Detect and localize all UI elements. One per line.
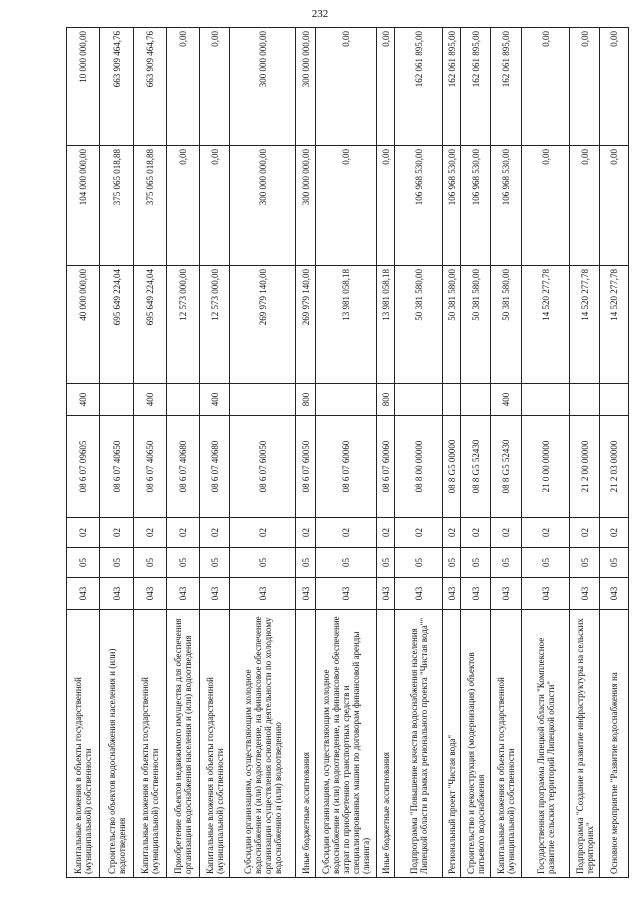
cell-c4: 08 6 07 40680 xyxy=(200,416,230,518)
cell-v3: 162 061 895,00 xyxy=(395,28,443,146)
cell-c3: 02 xyxy=(395,518,443,548)
cell-v2: 104 000 000,00 xyxy=(67,146,100,266)
cell-v1: 13 981 058,18 xyxy=(377,266,395,384)
cell-name: Региональный проект "Чистая вода" xyxy=(443,610,461,878)
cell-v1: 12 573 000,00 xyxy=(167,266,200,384)
cell-c1: 043 xyxy=(316,578,377,610)
cell-c1: 043 xyxy=(522,578,570,610)
cell-v2: 375 065 018,88 xyxy=(134,146,167,266)
cell-v3: 663 909 464,76 xyxy=(100,28,134,146)
cell-c2: 05 xyxy=(443,548,461,578)
cell-v2: 375 065 018,88 xyxy=(100,146,134,266)
cell-c5: 400 xyxy=(491,384,522,416)
cell-v2: 106 968 530,00 xyxy=(395,146,443,266)
cell-c5 xyxy=(100,384,134,416)
cell-v3: 300 000 000,00 xyxy=(296,28,316,146)
cell-c2: 05 xyxy=(100,548,134,578)
cell-v1: 50 381 580,00 xyxy=(461,266,491,384)
cell-c5 xyxy=(570,384,600,416)
cell-v2: 0,00 xyxy=(570,146,600,266)
cell-c1: 043 xyxy=(570,578,600,610)
table-row xyxy=(461,28,491,878)
cell-c4: 08 6 07 09605 xyxy=(67,416,100,518)
cell-name: Капитальные вложения в объекты государственной (муниципальной) собственности xyxy=(200,610,230,878)
table-row xyxy=(443,28,461,878)
cell-v2: 106 968 530,00 xyxy=(461,146,491,266)
rotated-page-area xyxy=(66,28,619,878)
cell-v2: 300 000 000,00 xyxy=(296,146,316,266)
cell-c4: 08 6 07 40680 xyxy=(167,416,200,518)
cell-v2: 0,00 xyxy=(522,146,570,266)
cell-name: Капитальные вложения в объекты государственной (муниципальной) собственности xyxy=(134,610,167,878)
cell-v3: 300 000 000,00 xyxy=(230,28,296,146)
cell-name: Подпрограмма "Создание и развитие инфраструктуры на сельских территориях" xyxy=(570,610,600,878)
cell-c5 xyxy=(461,384,491,416)
cell-c4: 08 6 07 60050 xyxy=(230,416,296,518)
cell-c2: 05 xyxy=(395,548,443,578)
cell-c5 xyxy=(230,384,296,416)
cell-c3: 02 xyxy=(67,518,100,548)
cell-c2: 05 xyxy=(600,548,629,578)
cell-c2: 05 xyxy=(316,548,377,578)
cell-v2: 0,00 xyxy=(600,146,629,266)
table-row xyxy=(600,28,629,878)
cell-v3: 162 061 895,00 xyxy=(443,28,461,146)
cell-c5: 400 xyxy=(200,384,230,416)
cell-c1: 043 xyxy=(296,578,316,610)
rotated-table-container xyxy=(66,28,619,878)
cell-c3: 02 xyxy=(100,518,134,548)
cell-v1: 14 520 277,78 xyxy=(522,266,570,384)
cell-c5 xyxy=(443,384,461,416)
cell-v3: 0,00 xyxy=(316,28,377,146)
table-row xyxy=(100,28,134,878)
cell-c1: 043 xyxy=(230,578,296,610)
cell-c1: 043 xyxy=(461,578,491,610)
cell-name: Строительство и реконструкция (модернизация) объектов питьевого водоснабжения xyxy=(461,610,491,878)
cell-c1: 043 xyxy=(67,578,100,610)
page-number: 232 xyxy=(311,8,329,20)
cell-v1: 269 979 140,00 xyxy=(230,266,296,384)
cell-c4: 21 2 00 00000 xyxy=(570,416,600,518)
cell-c4: 21 0 00 00000 xyxy=(522,416,570,518)
budget-table xyxy=(66,27,629,878)
cell-name: Государственная программа Липецкой области "Комплексное развитие сельских территорий Липецкой области" xyxy=(522,610,570,878)
cell-v2: 0,00 xyxy=(316,146,377,266)
cell-c4: 08 8 G5 00000 xyxy=(443,416,461,518)
cell-c5 xyxy=(316,384,377,416)
cell-c4: 08 8 G5 52430 xyxy=(461,416,491,518)
cell-name: Субсидии организациям, осуществляющим холодное водоснабжение и (или) водоотведение, на финансовое обеспечение организации осуществления основной деятельности по холодному водоснабжению и (или) водоотведению xyxy=(230,610,296,878)
cell-c2: 05 xyxy=(134,548,167,578)
cell-c4: 08 8 G5 52430 xyxy=(491,416,522,518)
cell-c3: 02 xyxy=(134,518,167,548)
cell-name: Приобретение объектов недвижимого имущества для обеспечения организации водоснабжения населения и (или) водоотведения xyxy=(167,610,200,878)
cell-v1: 12 573 000,00 xyxy=(200,266,230,384)
cell-name: Иные бюджетные ассигнования xyxy=(377,610,395,878)
cell-name: Строительство объектов водоснабжения населения и (или) водоотведения xyxy=(100,610,134,878)
cell-c1: 043 xyxy=(600,578,629,610)
cell-c2: 05 xyxy=(200,548,230,578)
cell-c2: 05 xyxy=(491,548,522,578)
cell-c2: 05 xyxy=(167,548,200,578)
cell-v1: 695 649 224,04 xyxy=(134,266,167,384)
cell-name: Иные бюджетные ассигнования xyxy=(296,610,316,878)
cell-c4: 21 2 03 00000 xyxy=(600,416,629,518)
cell-v2: 106 968 530,00 xyxy=(443,146,461,266)
cell-name: Капитальные вложения в объекты государственной (муниципальной) собственности xyxy=(491,610,522,878)
cell-name: Подпрограмма "Повышение качества водоснабжения населения Липецкой области в рамках регионального проекта "Чистая вода"" xyxy=(395,610,443,878)
cell-c3: 02 xyxy=(230,518,296,548)
cell-v3: 0,00 xyxy=(522,28,570,146)
cell-c5 xyxy=(600,384,629,416)
cell-v1: 695 649 224,04 xyxy=(100,266,134,384)
cell-c3: 02 xyxy=(522,518,570,548)
cell-v3: 0,00 xyxy=(200,28,230,146)
cell-c2: 05 xyxy=(461,548,491,578)
cell-c3: 02 xyxy=(200,518,230,548)
cell-c4: 08 6 07 60060 xyxy=(377,416,395,518)
cell-v2: 0,00 xyxy=(377,146,395,266)
cell-v1: 50 381 580,00 xyxy=(443,266,461,384)
table-row xyxy=(296,28,316,878)
cell-c4: 08 6 07 40650 xyxy=(100,416,134,518)
cell-c3: 02 xyxy=(316,518,377,548)
cell-v3: 0,00 xyxy=(167,28,200,146)
table-row xyxy=(316,28,377,878)
cell-c1: 043 xyxy=(134,578,167,610)
table-row xyxy=(134,28,167,878)
cell-v1: 40 000 000,00 xyxy=(67,266,100,384)
cell-v1: 14 520 277,78 xyxy=(570,266,600,384)
cell-c3: 02 xyxy=(600,518,629,548)
cell-v2: 0,00 xyxy=(167,146,200,266)
table-row xyxy=(167,28,200,878)
table-row xyxy=(377,28,395,878)
cell-c1: 043 xyxy=(377,578,395,610)
table-body xyxy=(67,28,629,878)
cell-c3: 02 xyxy=(461,518,491,548)
cell-c1: 043 xyxy=(491,578,522,610)
cell-c5: 800 xyxy=(296,384,316,416)
cell-c1: 043 xyxy=(100,578,134,610)
cell-c2: 05 xyxy=(522,548,570,578)
cell-v1: 13 981 058,18 xyxy=(316,266,377,384)
cell-c3: 02 xyxy=(491,518,522,548)
cell-v3: 162 061 895,00 xyxy=(491,28,522,146)
cell-c5: 800 xyxy=(377,384,395,416)
cell-c4: 08 6 07 60050 xyxy=(296,416,316,518)
cell-c4: 08 8 00 00000 xyxy=(395,416,443,518)
cell-v3: 0,00 xyxy=(570,28,600,146)
cell-v1: 50 381 580,00 xyxy=(491,266,522,384)
cell-c5 xyxy=(522,384,570,416)
table-row xyxy=(491,28,522,878)
cell-c3: 02 xyxy=(167,518,200,548)
cell-v3: 0,00 xyxy=(600,28,629,146)
cell-c1: 043 xyxy=(443,578,461,610)
cell-v1: 14 520 277,78 xyxy=(600,266,629,384)
cell-c4: 08 6 07 40650 xyxy=(134,416,167,518)
cell-c2: 05 xyxy=(296,548,316,578)
cell-c2: 05 xyxy=(570,548,600,578)
cell-c1: 043 xyxy=(167,578,200,610)
cell-c1: 043 xyxy=(200,578,230,610)
cell-name: Субсидии организациям, осуществляющим холодное водоснабжение и (или) водоотведение, на финансовое обеспечение затрат по приобретению транспортных средств и специализированных машин по договорам финансовой аренды (лизинга) xyxy=(316,610,377,878)
cell-c3: 02 xyxy=(296,518,316,548)
cell-c3: 02 xyxy=(377,518,395,548)
cell-v2: 106 968 530,00 xyxy=(491,146,522,266)
cell-v2: 300 000 000,00 xyxy=(230,146,296,266)
cell-v3: 0,00 xyxy=(377,28,395,146)
cell-c2: 05 xyxy=(230,548,296,578)
cell-c3: 02 xyxy=(570,518,600,548)
cell-c5: 400 xyxy=(67,384,100,416)
table-row xyxy=(200,28,230,878)
cell-name: Основное мероприятие "Развитие водоснабжения на xyxy=(600,610,629,878)
cell-v1: 269 979 140,00 xyxy=(296,266,316,384)
cell-c5 xyxy=(395,384,443,416)
cell-c2: 05 xyxy=(67,548,100,578)
cell-v3: 10 000 000,00 xyxy=(67,28,100,146)
table-row xyxy=(230,28,296,878)
table-row xyxy=(522,28,570,878)
cell-v3: 162 061 895,00 xyxy=(461,28,491,146)
table-row xyxy=(67,28,100,878)
cell-c5 xyxy=(167,384,200,416)
cell-v1: 50 381 580,00 xyxy=(395,266,443,384)
cell-c2: 05 xyxy=(377,548,395,578)
cell-c5: 400 xyxy=(134,384,167,416)
cell-c4: 08 6 07 60060 xyxy=(316,416,377,518)
cell-v2: 0,00 xyxy=(200,146,230,266)
cell-c3: 02 xyxy=(443,518,461,548)
cell-c1: 043 xyxy=(395,578,443,610)
table-row xyxy=(570,28,600,878)
table-row xyxy=(395,28,443,878)
cell-v3: 663 909 464,76 xyxy=(134,28,167,146)
cell-name: Капитальные вложения в объекты государственной (муниципальной) собственности xyxy=(67,610,100,878)
